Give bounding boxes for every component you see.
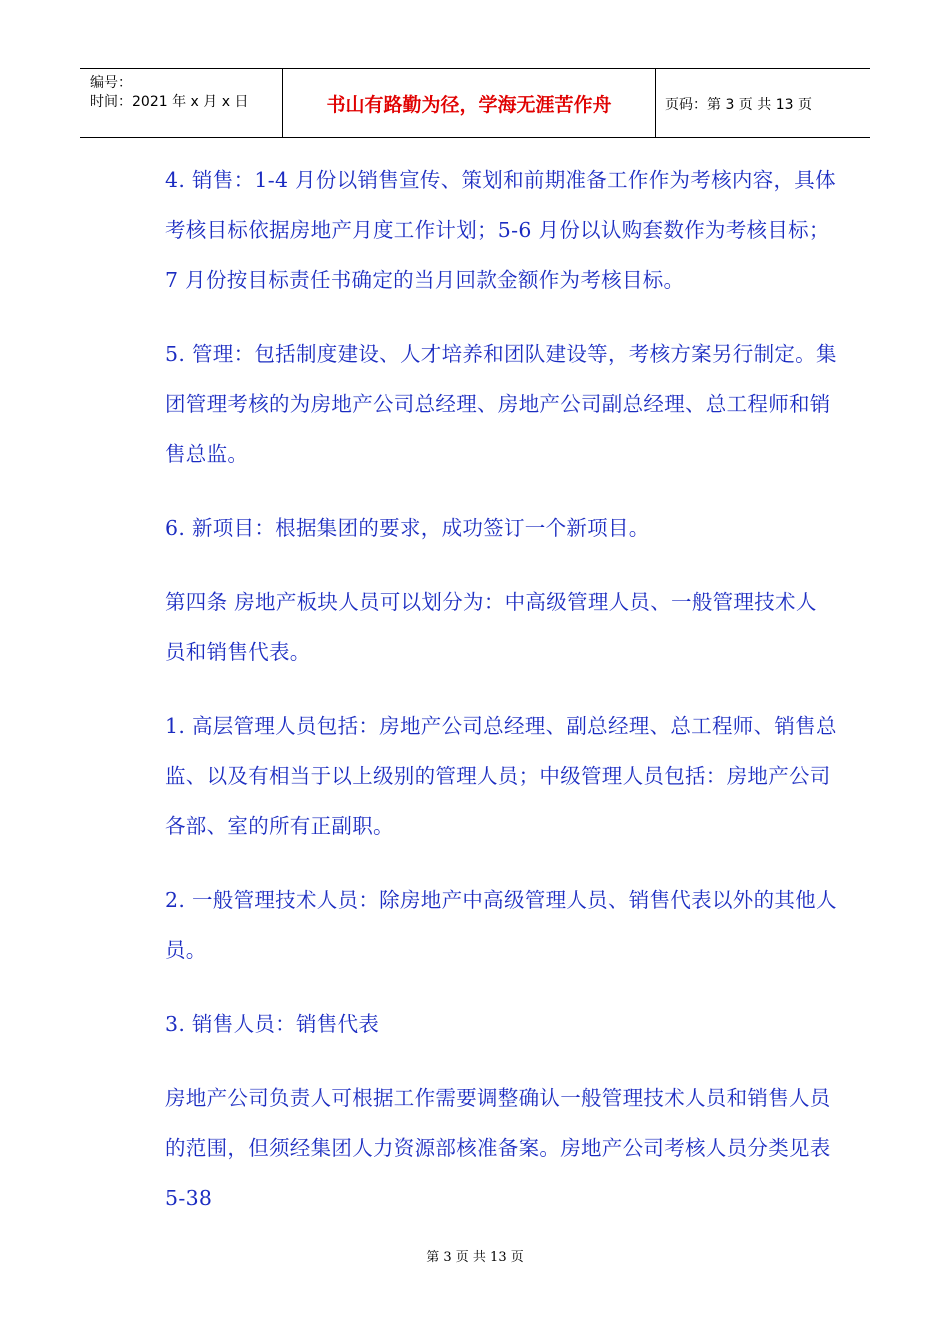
page-footer: 第 3 页 共 13 页 [426,1250,524,1265]
paragraph-sales-staff: 3. 销售人员：销售代表 [165,1012,380,1036]
header-page-cell [656,69,870,137]
header-info-cell [80,69,283,137]
document-number-label: 编号： [90,75,132,91]
paragraph-senior-staff: 1. 高层管理人员包括：房地产公司总经理、副总经理、总工程师、销售总监、以及有相当于以上级别的管理人员；中级管理人员包括：房地产公司各部、室的所有正副职。 [165,714,837,838]
paragraph-classification-note: 房地产公司负责人可根据工作需要调整确认一般管理技术人员和销售人员的范围，但须经集团人力资源部核准备案。房地产公司考核人员分类见表 5-38 [165,1086,831,1210]
paragraph-general-staff: 2. 一般管理技术人员：除房地产中高级管理人员、销售代表以外的其他人员。 [165,888,837,962]
document-body [165,155,837,1247]
header-motto-cell [283,69,656,137]
paragraph-new-project: 6. 新项目：根据集团的要求，成功签订一个新项目。 [165,516,650,540]
header-motto: 书山有路勤为径，学海无涯苦作舟 [326,94,612,116]
paragraph-sales: 4. 销售：1-4 月份以销售宣传、策划和前期准备工作作为考核内容，具体考核目标依据房地产月度工作计划；5-6 月份以认购套数作为考核目标；7 月份按目标责任书确定的当月回款金额作为考核目标。 [165,168,836,292]
header-page-label: 页码：第 3 页 共 13 页 [665,97,812,113]
paragraph-article-four: 第四条 房地产板块人员可以划分为：中高级管理人员、一般管理技术人员和销售代表。 [165,590,817,664]
document-time-label: 时间：2021 年 x 月 x 日 [90,94,249,110]
paragraph-management: 5. 管理：包括制度建设、人才培养和团队建设等，考核方案另行制定。集团管理考核的为房地产公司总经理、房地产公司副总经理、总工程师和销售总监。 [165,342,837,466]
document-header [80,68,870,138]
